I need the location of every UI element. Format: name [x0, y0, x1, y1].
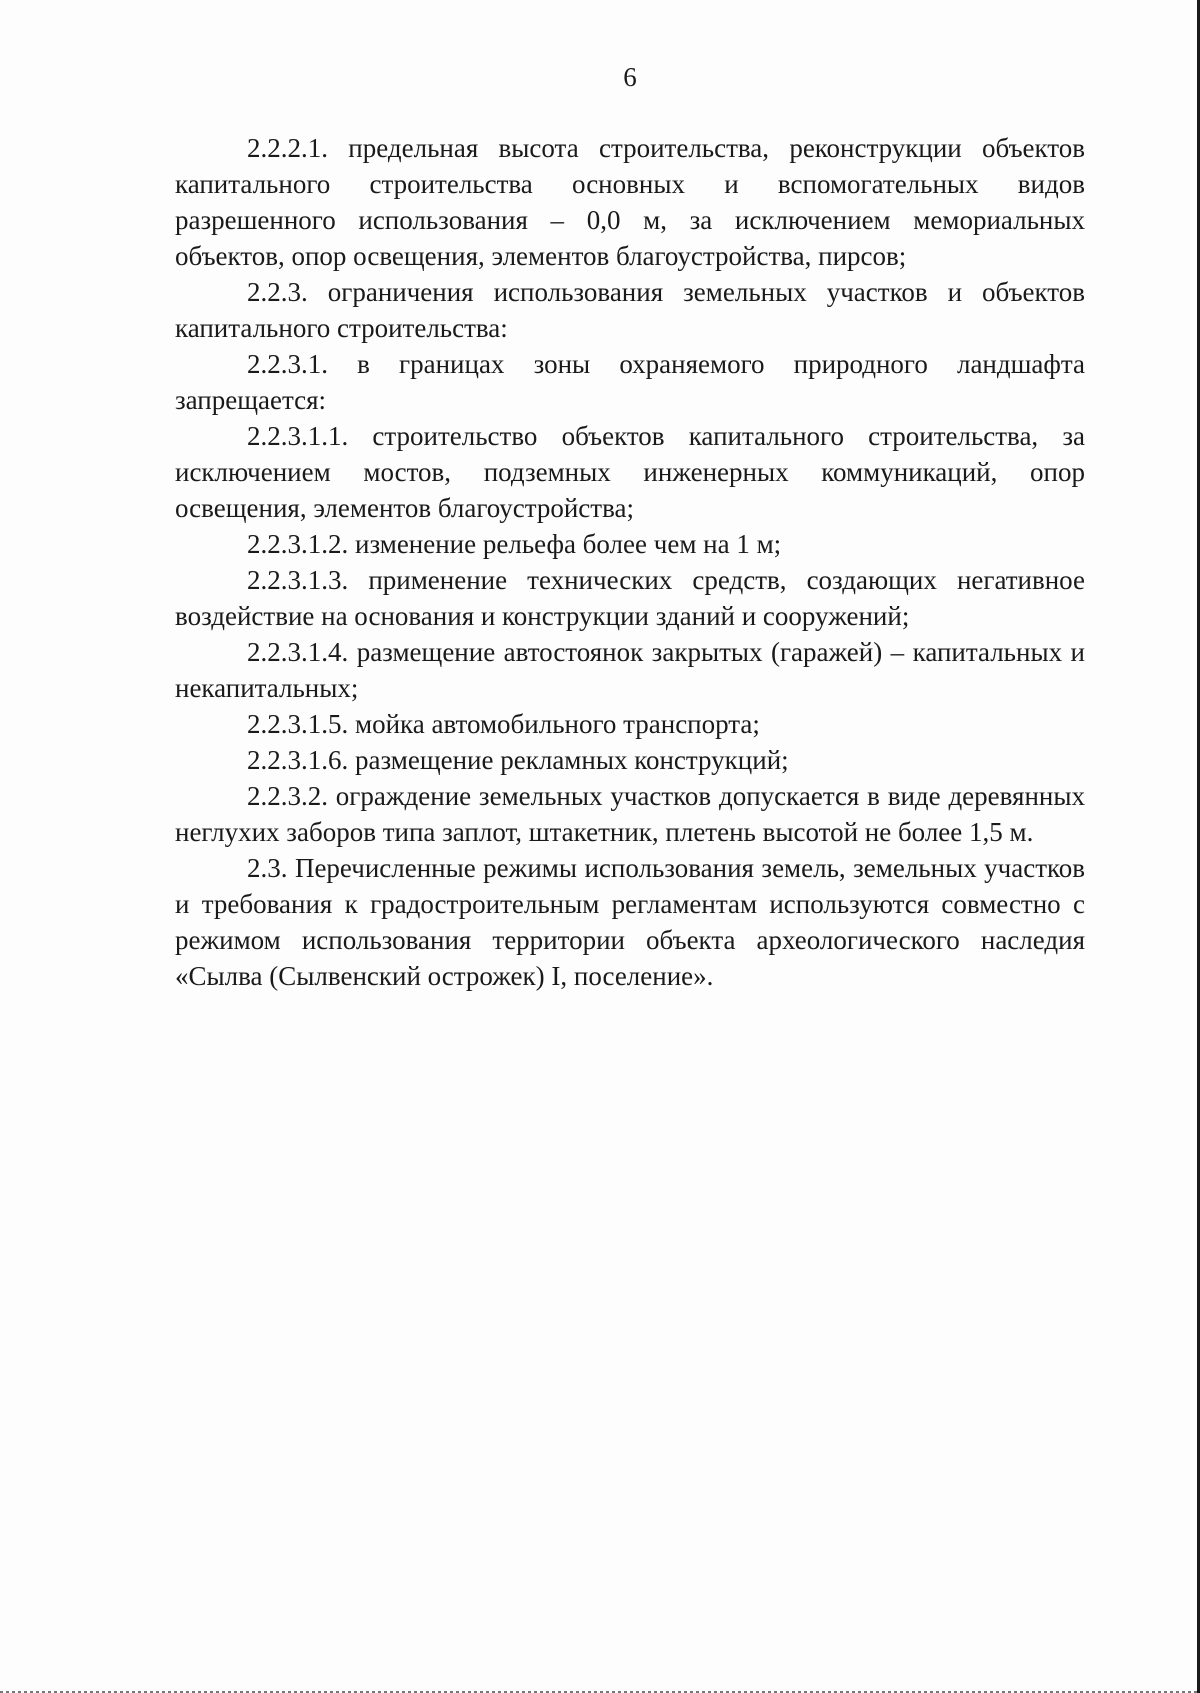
- paragraph-2-3: 2.3. Перечисленные режимы использования земель, земельных участков и требования к градостроительным регламентам используются совместно с режимом использования территории объекта археологического наследия «Сылва (Сылвенский острожек) I, поселение».: [175, 853, 1085, 991]
- paragraph-2-2-3-2: 2.2.3.2. ограждение земельных участков допускается в виде деревянных неглухих заборов типа заплот, штакетник, плетень высотой не более 1,5 м.: [175, 781, 1085, 847]
- paragraph-2-2-3-1: 2.2.3.1. в границах зоны охраняемого природного ландшафта запрещается:: [175, 349, 1085, 415]
- paragraph-2-2-3-1-3: 2.2.3.1.3. применение технических средств, создающих негативное воздействие на основания и конструкции зданий и сооружений;: [175, 565, 1085, 631]
- page-number: 6: [623, 62, 637, 92]
- paragraph-2-2-3-1-1: 2.2.3.1.1. строительство объектов капитального строительства, за исключением мостов, подземных инженерных коммуникаций, опор освещения, элементов благоустройства;: [175, 421, 1085, 523]
- paragraph-2-2-3: 2.2.3. ограничения использования земельных участков и объектов капитального строительства:: [175, 277, 1085, 343]
- paragraph-2-2-3-1-6: 2.2.3.1.6. размещение рекламных конструкций;: [247, 745, 789, 775]
- paragraph-2-2-3-1-4: 2.2.3.1.4. размещение автостоянок закрытых (гаражей) – капитальных и некапитальных;: [175, 637, 1085, 703]
- document-body: [175, 130, 1085, 994]
- paragraph-2-2-3-1-2: 2.2.3.1.2. изменение рельефа более чем на 1 м;: [247, 529, 782, 559]
- paragraph-2-2-3-1-5: 2.2.3.1.5. мойка автомобильного транспорта;: [247, 709, 760, 739]
- paragraph-2-2-2-1: 2.2.2.1. предельная высота строительства, реконструкции объектов капитального строительства основных и вспомогательных видов разрешенного использования – 0,0 м, за исключением мемориальных объектов, опор освещения, элементов благоустройства, пирсов;: [175, 133, 1085, 271]
